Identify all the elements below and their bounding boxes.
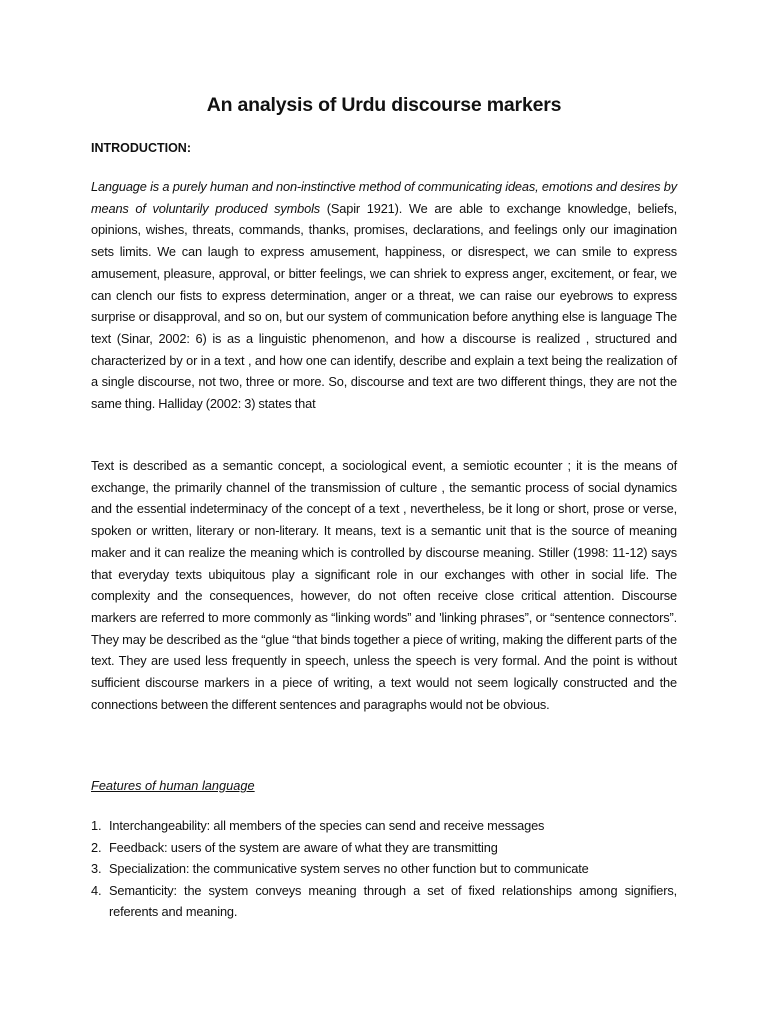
list-item bbox=[91, 815, 677, 837]
list-item-text: Interchangeability: all members of the species can send and receive messages bbox=[109, 818, 545, 833]
list-item-number: 3. bbox=[91, 861, 102, 877]
list-item bbox=[91, 837, 677, 859]
intro-paragraph-italic-lead: Language is a purely human and non-instinctive method of communicating ideas, emotions and desires by means of voluntarily produced symbols bbox=[91, 179, 677, 216]
list-item-number: 2. bbox=[91, 839, 102, 855]
intro-paragraph bbox=[91, 176, 677, 415]
text-definition-paragraph: Text is described as a semantic concept, a sociological event, a semiotic ecounter ; it is the means of exchange, the primarily channel of the transmission of culture , the semantic process of social dynamics and the essential indeterminacy of the concept of a text , nevertheless, be it long or short, prose or verse, spoken or written, literary or non-literary. It means, text is a semantic unit that is the source of meaning maker and it can realize the meaning which is controlled by discourse meaning. Stiller (1998: 11-12) says that everyday texts ubiquitous play a significant role in our exchanges with other in social life. The complexity and the consequences, however, do not often receive close critical attention. Discourse markers are referred to more commonly as “linking words” and 'linking phrases”, or “sentence connectors”. They may be described as the “glue “that binds together a piece of writing, making the different parts of the text. They are used less frequently in speech, unless the speech is very formal. And the point is without sufficient discourse markers in a piece of writing, a text would not seem logically constructed and the connections between the different sentences and paragraphs would not be obvious. bbox=[91, 458, 677, 712]
features-heading: Features of human language bbox=[91, 778, 255, 793]
intro-paragraph-body: (Sapir 1921). We are able to exchange knowledge, beliefs, opinions, wishes, threats, commands, thanks, promises, declarations, and feelings only our imagination sets limits. We can laugh to express amusement, happiness, or disrespect, we can smile to express amusement, pleasure, approval, or bitter feelings, we can shriek to express anger, excitement, or fear, we can clench our fists to express determination, anger or a threat, we can raise our eyebrows to express surprise or disapproval, and so on, but our system of communication before anything else is language The text (Sinar, 2002: 6) is as a linguistic phenomenon, and how a discourse is realized , structured and characterized by or in a text , and how one can identify, describe and explain a text being the realization of a single discourse, not two, three or more. So, discourse and text are two different things, they are not the same thing. Halliday (2002: 3) states that bbox=[91, 200, 677, 412]
list-item bbox=[91, 858, 677, 880]
list-item-number: 1. bbox=[91, 818, 102, 833]
list-item-text: Specialization: the communicative system serves no other function but to communicate bbox=[109, 861, 589, 877]
list-item bbox=[91, 880, 677, 923]
document-title: An analysis of Urdu discourse markers bbox=[206, 94, 562, 116]
list-item-text: Semanticity: the system conveys meaning through a set of fixed relationships among signifiers, referents and meaning. bbox=[109, 882, 677, 920]
introduction-heading: INTRODUCTION: bbox=[91, 141, 191, 155]
list-item-number: 4. bbox=[91, 882, 102, 898]
features-list bbox=[91, 815, 677, 923]
list-item-text: Feedback: users of the system are aware of what they are transmitting bbox=[109, 839, 498, 855]
